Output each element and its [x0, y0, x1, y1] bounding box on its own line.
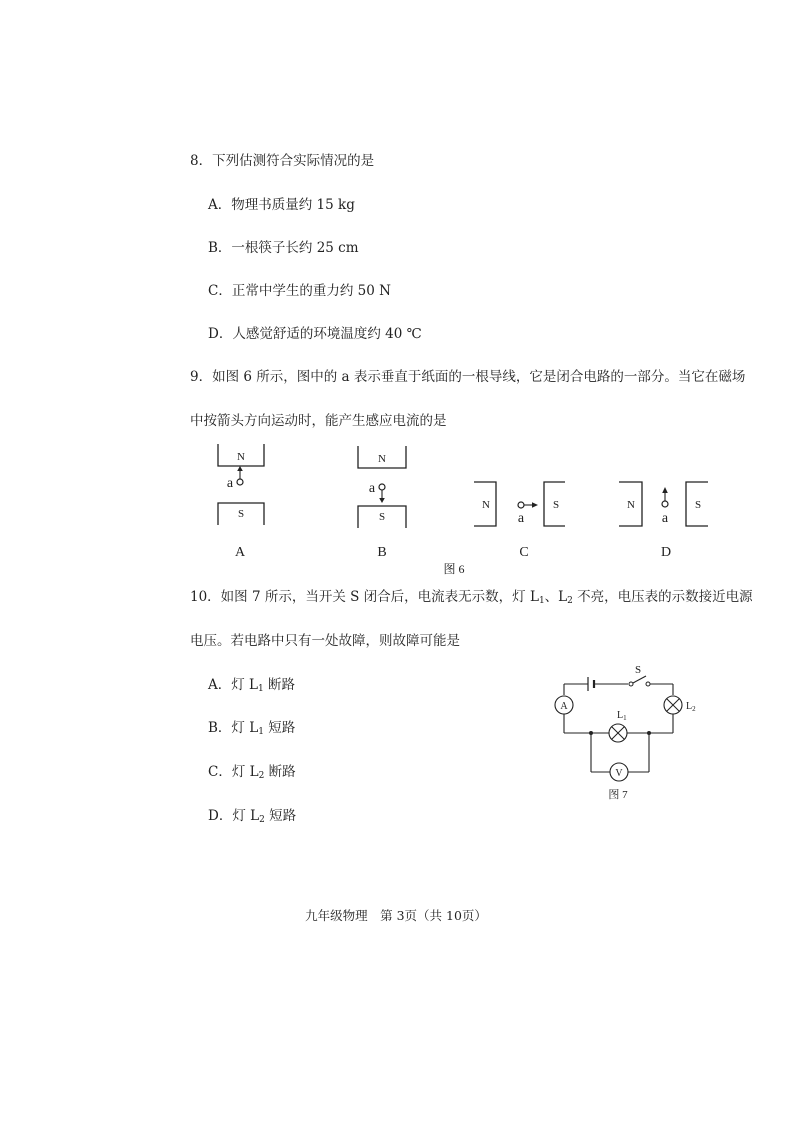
pole-s-d: S	[694, 499, 702, 511]
panel-c	[474, 482, 565, 560]
q8-option-d: D．人感觉舒适的环境温度约 40 ℃	[208, 326, 422, 342]
pole-s-b: S	[378, 511, 386, 523]
pole-s-c: S	[552, 499, 560, 511]
wire-label-c: a	[517, 511, 525, 526]
pole-n-b: N	[378, 453, 386, 465]
q9-stem-line1: 9．如图 6 所示，图中的 a 表示垂直于纸面的一根导线，它是闭合电路的一部分。当它在磁场	[190, 369, 746, 385]
figure-7	[540, 655, 740, 815]
q10-option-a	[208, 676, 295, 694]
figure-7-caption: 图 7	[608, 789, 628, 801]
pole-n-c: N	[482, 499, 490, 511]
wire-label-b: a	[368, 481, 376, 496]
lamp-l2-label	[686, 701, 696, 713]
q10-option-a-sub: 1	[258, 684, 264, 694]
lamp-l1-letter: L	[617, 710, 624, 721]
wire-d	[662, 501, 668, 507]
q10-option-b-sub: 1	[258, 727, 264, 737]
switch-contact-left	[629, 682, 633, 686]
q10-stem-line2: 电压。若电路中只有一处故障，则故障可能是	[190, 633, 460, 649]
pole-n-a: N	[237, 451, 245, 463]
switch-blade	[633, 676, 646, 683]
switch-contact-right	[646, 682, 650, 686]
wire-label-a: a	[226, 476, 234, 491]
arrowhead-up-a	[237, 466, 243, 471]
wire-b	[379, 484, 385, 490]
q10-option-b	[208, 719, 295, 737]
lamp-l2-letter: L	[686, 701, 693, 712]
q10-stem-sub1: 1	[538, 596, 545, 606]
q10-stem-text1: 10．如图 7 所示，当开关 S 闭合后，电流表无示数，灯 L	[190, 589, 539, 605]
panel-label-b: B	[377, 545, 387, 560]
pole-s-a: S	[237, 508, 245, 520]
q10-stem-sub2: 2	[567, 596, 573, 606]
arrowhead-up-d	[662, 487, 668, 493]
pole-n-d: N	[627, 499, 635, 511]
q10-option-d-pre: D．灯 L	[208, 808, 260, 824]
q10-option-d-post: 短路	[264, 808, 297, 824]
figure-6-caption: 图 6	[443, 562, 465, 576]
panel-b	[358, 446, 406, 560]
q10-option-d	[208, 807, 296, 825]
wire-c	[518, 502, 524, 508]
ammeter-label: A	[560, 701, 568, 712]
q10-option-b-post: 短路	[263, 720, 296, 736]
q10-option-c-sub: 2	[258, 771, 265, 781]
q8-option-a: A．物理书质量约 15 kg	[208, 197, 355, 213]
wire-a	[237, 479, 243, 485]
q10-stem-text2: 、L	[544, 589, 568, 605]
lamp-l1-subscript: 1	[623, 714, 627, 722]
arrowhead-right-c	[532, 502, 538, 508]
q10-option-a-post: 断路	[263, 677, 296, 693]
q10-option-c-pre: C．灯 L	[208, 764, 259, 780]
panel-a	[218, 444, 264, 560]
q10-stem-line1	[190, 588, 753, 606]
q9-stem-line2: 中按箭头方向运动时，能产生感应电流的是	[190, 413, 447, 429]
panel-label-c: C	[519, 545, 529, 560]
lamp-l2-subscript: 2	[692, 705, 696, 713]
q8-stem: 8．下列估测符合实际情况的是	[190, 153, 375, 169]
figure-6	[0, 440, 792, 580]
q10-stem-text3: 不亮，电压表的示数接近电源	[572, 589, 753, 605]
q8-option-c: C．正常中学生的重力约 50 N	[208, 283, 391, 299]
lamp-l1-label	[617, 710, 627, 722]
q10-option-c	[208, 763, 296, 781]
q10-option-b-pre: B．灯 L	[208, 720, 259, 736]
panel-label-a: A	[234, 545, 246, 560]
q8-option-b: B．一根筷子长约 25 cm	[208, 240, 359, 256]
q10-option-a-pre: A．灯 L	[208, 677, 259, 693]
voltmeter-label: V	[615, 768, 623, 779]
panel-label-d: D	[660, 545, 672, 560]
arrowhead-down-b	[379, 498, 385, 503]
page-footer: 九年级物理 第 3页（共 10页）	[305, 908, 487, 923]
switch-label: S	[634, 664, 642, 676]
q10-option-c-post: 断路	[264, 764, 296, 780]
q10-option-d-sub: 2	[259, 815, 265, 825]
panel-d	[619, 482, 708, 560]
wire-label-d: a	[661, 511, 669, 526]
